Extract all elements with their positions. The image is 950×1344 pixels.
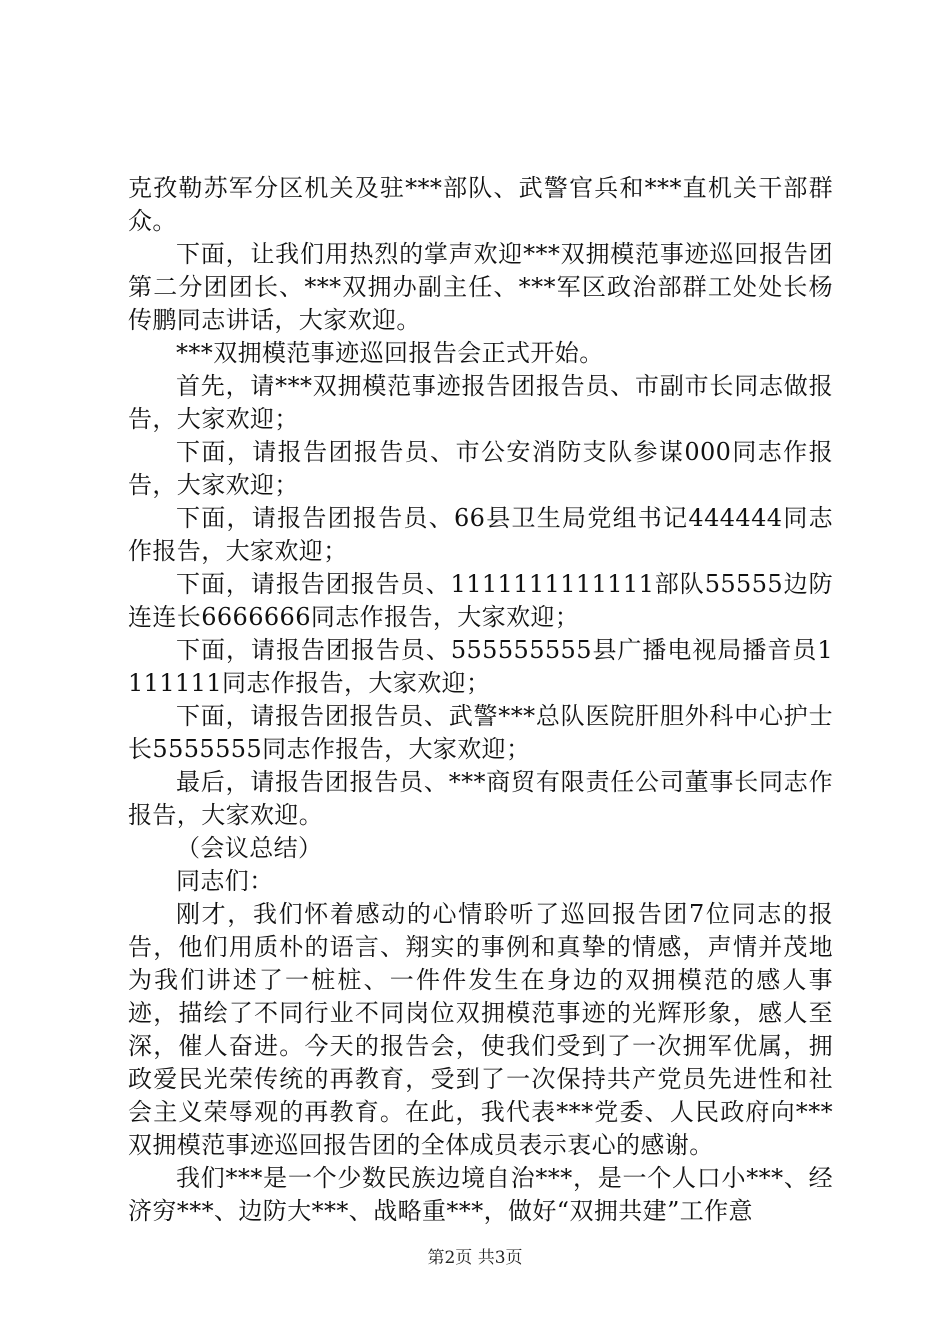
section-heading: （会议总结） (176, 834, 323, 862)
paragraph: 下面，请报告团报告员、555555555县广播电视局播音员1111111同志作报告，大家欢迎； (128, 636, 833, 697)
paragraph: ***双拥模范事迹巡回报告会正式开始。 (176, 339, 604, 367)
paragraph: 我们***是一个少数民族边境自治***，是一个人口小***、经济穷***、边防大***、战略重***，做好“双拥共建”工作意 (128, 1164, 833, 1225)
paragraph: 克孜勒苏军分区机关及驻***部队、武警官兵和***直机关干部群众。 (128, 174, 833, 235)
paragraph: 下面，让我们用热烈的掌声欢迎***双拥模范事迹巡回报告团第二分团团长、***双拥办副主任、***军区政治部群工处处长杨传鹏同志讲话，大家欢迎。 (128, 240, 833, 334)
paragraph: 下面，请报告团报告员、武警***总队医院肝胆外科中心护士长5555555同志作报告，大家欢迎； (128, 702, 833, 763)
paragraph: 下面，请报告团报告员、1111111111111部队55555边防连连长6666666同志作报告，大家欢迎； (128, 570, 833, 631)
document-body (128, 172, 833, 1228)
paragraph: 下面，请报告团报告员、66县卫生局党组书记444444同志作报告，大家欢迎； (128, 504, 833, 565)
salutation: 同志们： (176, 867, 274, 895)
paragraph: 刚才，我们怀着感动的心情聆听了巡回报告团7位同志的报告，他们用质朴的语言、翔实的事例和真挚的情感，声情并茂地为我们讲述了一桩桩、一件件发生在身边的双拥模范的感人事迹，描绘了不同行业不同岗位双拥模范事迹的光辉形象，感人至深，催人奋进。今天的报告会，使我们受到了一次拥军优属，拥政爱民光荣传统的再教育，受到了一次保持共产党员先进性和社会主义荣辱观的再教育。在此，我代表***党委、人民政府向***双拥模范事迹巡回报告团的全体成员表示衷心的感谢。 (128, 900, 833, 1159)
paragraph: 首先，请***双拥模范事迹报告团报告员、市副市长同志做报告，大家欢迎； (128, 372, 833, 433)
paragraph: 下面，请报告团报告员、市公安消防支队参谋000同志作报告，大家欢迎； (128, 438, 833, 499)
paragraph: 最后，请报告团报告员、***商贸有限责任公司董事长同志作报告，大家欢迎。 (128, 768, 833, 829)
page-number-footer: 第2页 共3页 (427, 1248, 523, 1268)
